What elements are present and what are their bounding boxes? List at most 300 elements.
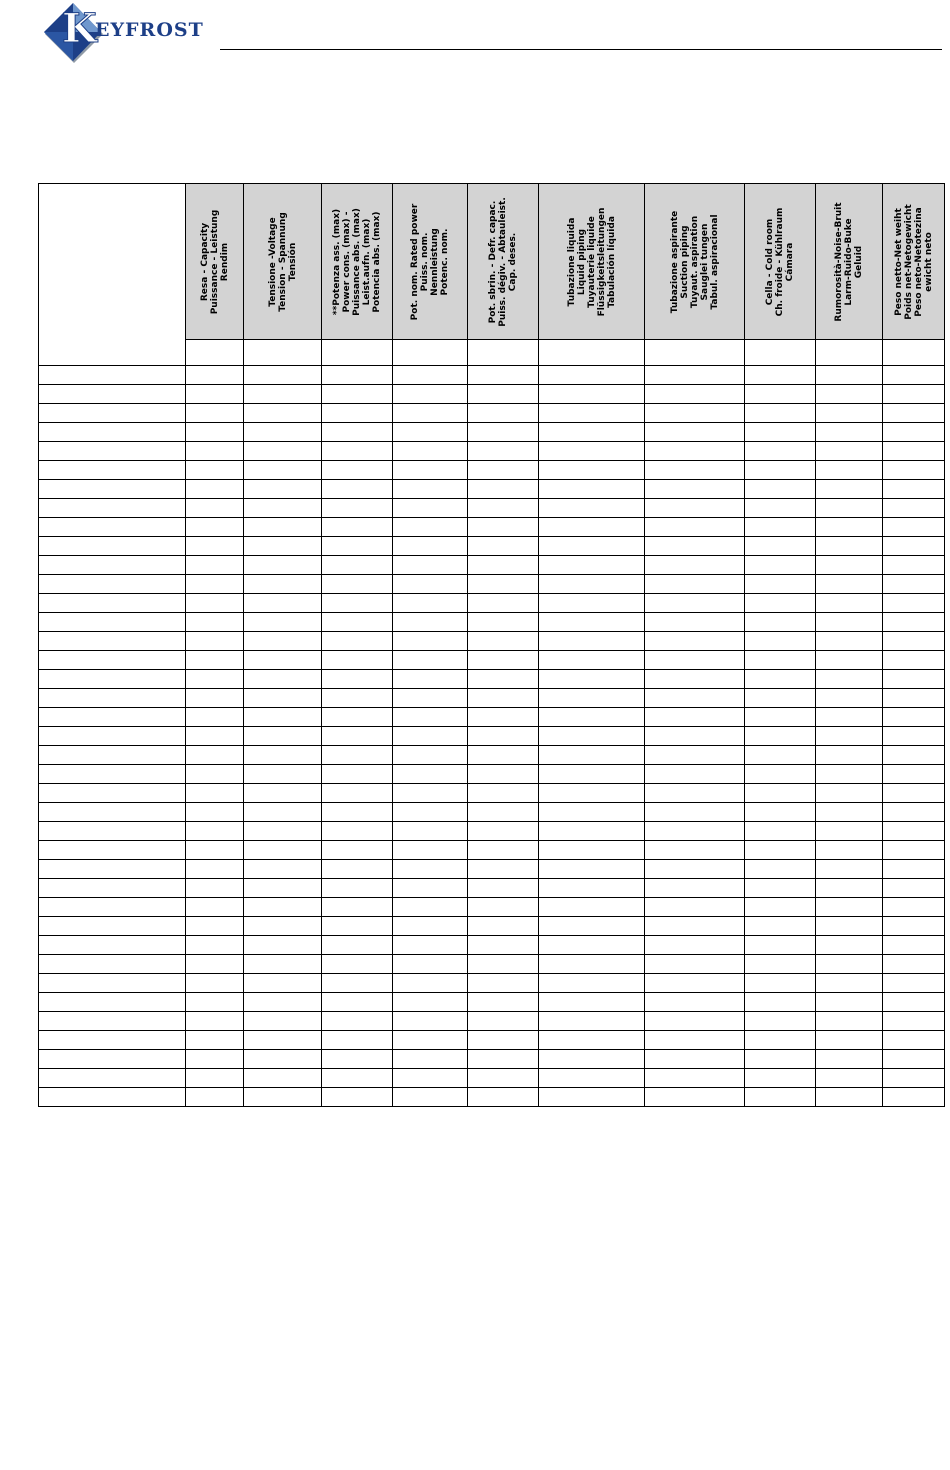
table-cell [645,518,745,537]
model-cell [39,898,186,917]
table-cell [186,1031,244,1050]
table-cell [393,993,468,1012]
model-cell [39,803,186,822]
table-cell [645,651,745,670]
table-cell [645,917,745,936]
column-header-line: Cella - Cold room [765,218,775,305]
table-cell [393,461,468,480]
table-cell [322,860,393,879]
table-cell [468,461,539,480]
model-cell [39,993,186,1012]
table-cell [645,385,745,404]
table-cell [244,974,322,993]
model-cell [39,841,186,860]
table-cell [645,575,745,594]
model-cell [39,1069,186,1088]
table-row [39,499,945,518]
table-cell [745,613,816,632]
table-cell [244,670,322,689]
table-row [39,784,945,803]
table-cell [745,404,816,423]
model-cell [39,727,186,746]
column-header-line: Leist.aufn. (max) [362,218,372,305]
table-cell [393,822,468,841]
table-cell [186,689,244,708]
table-cell [816,822,883,841]
column-header-line: Larm-Ruido-Buke [844,217,854,306]
table-cell [645,499,745,518]
table-cell [393,1050,468,1069]
unit-cell [816,340,883,366]
table-cell [883,594,945,613]
logo-wordmark: EYFROST [95,19,204,41]
table-cell [393,651,468,670]
model-cell [39,1088,186,1107]
column-header-line: Peso netto-Net weiht [893,207,904,316]
table-row [39,765,945,784]
table-cell [539,651,645,670]
column-header-power-abs [322,184,393,340]
table-cell [645,898,745,917]
table-cell [244,784,322,803]
column-header-line: Rendim [219,242,230,281]
table-cell [816,632,883,651]
table-cell [393,670,468,689]
table-cell [539,1031,645,1050]
unit-cell [322,340,393,366]
table-cell [645,746,745,765]
table-cell [244,651,322,670]
table-cell [244,879,322,898]
model-cell [39,461,186,480]
table-cell [468,404,539,423]
column-header-line: Tabulación líquida [606,215,617,308]
table-cell [816,613,883,632]
model-cell [39,1031,186,1050]
table-cell [883,632,945,651]
column-header-line: Rumorosità-Noise-Bruit [834,201,844,322]
table-row [39,1012,945,1031]
table-cell [745,993,816,1012]
table-cell [645,689,745,708]
table-cell [244,575,322,594]
table-cell [322,499,393,518]
model-cell [39,784,186,803]
table-cell [745,366,816,385]
table-cell [745,1012,816,1031]
table-cell [244,860,322,879]
column-header-line: ewicht neto [923,231,934,292]
table-cell [645,822,745,841]
table-cell [186,746,244,765]
table-cell [468,518,539,537]
table-cell [745,879,816,898]
column-header-line: Power cons. (max) - [342,211,352,312]
spec-table [38,183,945,1107]
table-cell [645,1050,745,1069]
table-cell [539,974,645,993]
table-cell [186,556,244,575]
table-cell [745,803,816,822]
table-row [39,879,945,898]
table-row [39,841,945,860]
table-cell [745,537,816,556]
table-cell [244,1069,322,1088]
table-cell [244,518,322,537]
table-cell [244,1012,322,1031]
column-header-line: Tensione -Voltage [267,216,278,307]
table-cell [393,955,468,974]
table-cell [468,423,539,442]
table-row [39,442,945,461]
unit-cell [244,340,322,366]
table-cell [539,860,645,879]
table-cell [393,708,468,727]
column-header-line: Potenc. nom. [440,228,450,295]
table-cell [186,917,244,936]
table-row [39,936,945,955]
table-cell [186,499,244,518]
table-cell [244,841,322,860]
table-cell [539,784,645,803]
table-cell [468,651,539,670]
table-cell [244,385,322,404]
column-header-line: Tuyaut. aspiration [689,215,700,308]
table-cell [745,575,816,594]
table-cell [883,366,945,385]
table-cell [322,442,393,461]
table-cell [645,1069,745,1088]
table-row [39,651,945,670]
table-cell [244,727,322,746]
table-cell [883,518,945,537]
table-cell [244,556,322,575]
column-header-line: Flüssigkeitsleitungen [596,207,607,316]
table-cell [883,803,945,822]
column-header-line: Ch. froide - Kühlraum [775,207,785,316]
table-cell [883,860,945,879]
table-cell [883,613,945,632]
table-cell [468,1012,539,1031]
table-cell [816,480,883,499]
column-header-line: Tensión [287,242,298,281]
table-cell [186,936,244,955]
table-cell [244,822,322,841]
table-cell [186,1050,244,1069]
table-row [39,993,945,1012]
table-cell [745,518,816,537]
table-cell [322,708,393,727]
table-cell [244,423,322,442]
table-cell [645,556,745,575]
table-cell [645,670,745,689]
table-cell [883,1088,945,1107]
table-cell [244,1031,322,1050]
unit-cell [186,340,244,366]
table-cell [816,651,883,670]
column-header-line: Pot. sbrin. - Defr. capac. [488,200,498,323]
table-cell [816,366,883,385]
column-header-defrost [468,184,539,340]
table-cell [539,993,645,1012]
model-cell [39,594,186,613]
table-cell [539,404,645,423]
model-cell [39,423,186,442]
table-cell [816,518,883,537]
table-cell [883,1069,945,1088]
table-cell [244,708,322,727]
table-cell [883,708,945,727]
table-cell [468,1031,539,1050]
table-cell [322,594,393,613]
table-cell [186,841,244,860]
table-cell [468,974,539,993]
table-cell [816,385,883,404]
table-row [39,974,945,993]
model-cell [39,936,186,955]
table-cell [645,765,745,784]
table-cell [322,575,393,594]
table-row [39,1069,945,1088]
model-cell [39,632,186,651]
table-row [39,518,945,537]
table-cell [745,499,816,518]
table-cell [883,993,945,1012]
column-header-line: Puiss. dégiv. - Abtauleist. [498,196,508,327]
table-cell [883,1050,945,1069]
model-cell [39,670,186,689]
table-cell [816,841,883,860]
table-row [39,537,945,556]
model-header-cell [39,184,186,366]
table-cell [468,442,539,461]
table-cell [393,879,468,898]
table-cell [468,1050,539,1069]
model-cell [39,651,186,670]
table-cell [393,594,468,613]
table-cell [883,480,945,499]
table-cell [244,993,322,1012]
table-cell [883,689,945,708]
column-header-noise [816,184,883,340]
table-cell [468,1069,539,1088]
table-cell [322,632,393,651]
table-cell [322,765,393,784]
table-cell [539,746,645,765]
table-cell [393,366,468,385]
table-cell [883,917,945,936]
model-cell [39,1050,186,1069]
table-cell [186,822,244,841]
table-cell [468,537,539,556]
column-header-line: Puissance abs. (max) [352,207,362,316]
column-header-line: Pot. nom. Rated power [410,203,420,320]
table-cell [816,746,883,765]
table-cell [322,556,393,575]
table-row [39,917,945,936]
table-cell [745,556,816,575]
unit-cell [468,340,539,366]
table-cell [539,936,645,955]
table-cell [645,936,745,955]
table-cell [745,917,816,936]
table-cell [745,746,816,765]
column-header-line: Tubazione aspirante [669,210,680,313]
table-cell [745,708,816,727]
table-cell [393,1012,468,1031]
table-cell [186,480,244,499]
model-cell [39,689,186,708]
table-cell [322,366,393,385]
table-cell [745,841,816,860]
table-cell [468,879,539,898]
table-cell [468,689,539,708]
table-cell [322,385,393,404]
table-cell [539,499,645,518]
model-cell [39,746,186,765]
model-cell [39,480,186,499]
table-row [39,480,945,499]
table-cell [816,442,883,461]
table-cell [645,993,745,1012]
table-cell [645,974,745,993]
table-cell [322,784,393,803]
table-cell [322,1050,393,1069]
table-cell [745,974,816,993]
table-row [39,1088,945,1107]
table-cell [745,651,816,670]
unit-cell [883,340,945,366]
table-cell [322,670,393,689]
table-cell [539,613,645,632]
table-cell [322,480,393,499]
column-header-line: **Potenza ass. (max) [332,208,342,315]
table-cell [186,404,244,423]
table-cell [539,879,645,898]
table-cell [645,727,745,746]
table-cell [322,727,393,746]
table-cell [539,556,645,575]
table-cell [816,974,883,993]
column-header-line: Resa - Capacity [199,222,210,301]
header-row [39,184,945,340]
table-cell [745,632,816,651]
table-row [39,575,945,594]
table-cell [244,632,322,651]
table-cell [539,537,645,556]
table-cell [883,746,945,765]
table-cell [816,689,883,708]
data-rows [39,366,945,1107]
table-cell [645,366,745,385]
model-cell [39,708,186,727]
table-cell [186,1069,244,1088]
table-cell [186,442,244,461]
table-cell [745,461,816,480]
table-cell [186,632,244,651]
table-cell [322,537,393,556]
column-header-line: Tubazione liquida [566,217,577,306]
table-cell [244,594,322,613]
table-cell [883,727,945,746]
table-cell [745,480,816,499]
column-header-line: Cap. deses. [508,232,518,291]
table-cell [816,917,883,936]
table-cell [186,879,244,898]
table-cell [393,803,468,822]
column-header-line: Cámara [785,242,795,281]
table-cell [883,442,945,461]
table-cell [539,841,645,860]
table-cell [539,917,645,936]
model-cell [39,366,186,385]
table-cell [645,1031,745,1050]
table-cell [468,613,539,632]
table-cell [816,1012,883,1031]
table-cell [645,594,745,613]
table-cell [244,537,322,556]
column-header-line: Tension - Spannung [277,211,288,312]
table-cell [322,651,393,670]
table-row [39,898,945,917]
table-row [39,366,945,385]
column-header-line: Suction piping [679,224,690,299]
model-cell [39,822,186,841]
table-cell [539,385,645,404]
table-cell [539,803,645,822]
table-cell [322,955,393,974]
table-cell [244,955,322,974]
model-cell [39,537,186,556]
table-cell [468,784,539,803]
table-row [39,727,945,746]
table-cell [645,404,745,423]
table-cell [745,423,816,442]
column-header-cold-room [745,184,816,340]
table-cell [393,632,468,651]
table-cell [645,632,745,651]
keyfrost-logo [40,2,210,66]
table-cell [468,556,539,575]
table-cell [468,898,539,917]
table-cell [322,898,393,917]
table-cell [745,1069,816,1088]
table-cell [816,556,883,575]
column-header-line: Tabul. aspiracional [709,213,720,310]
table-cell [322,822,393,841]
table-cell [468,917,539,936]
table-cell [186,974,244,993]
model-cell [39,917,186,936]
table-cell [539,1012,645,1031]
table-cell [393,746,468,765]
table-cell [244,404,322,423]
table-cell [745,955,816,974]
table-cell [816,898,883,917]
table-cell [468,955,539,974]
column-header-line: Puissance - Leistung [209,209,220,314]
table-cell [468,575,539,594]
table-cell [645,955,745,974]
model-cell [39,518,186,537]
table-cell [244,803,322,822]
table-cell [539,670,645,689]
table-cell [883,765,945,784]
column-header-liquid-piping [539,184,645,340]
table-cell [244,1050,322,1069]
table-cell [468,746,539,765]
table-cell [539,594,645,613]
